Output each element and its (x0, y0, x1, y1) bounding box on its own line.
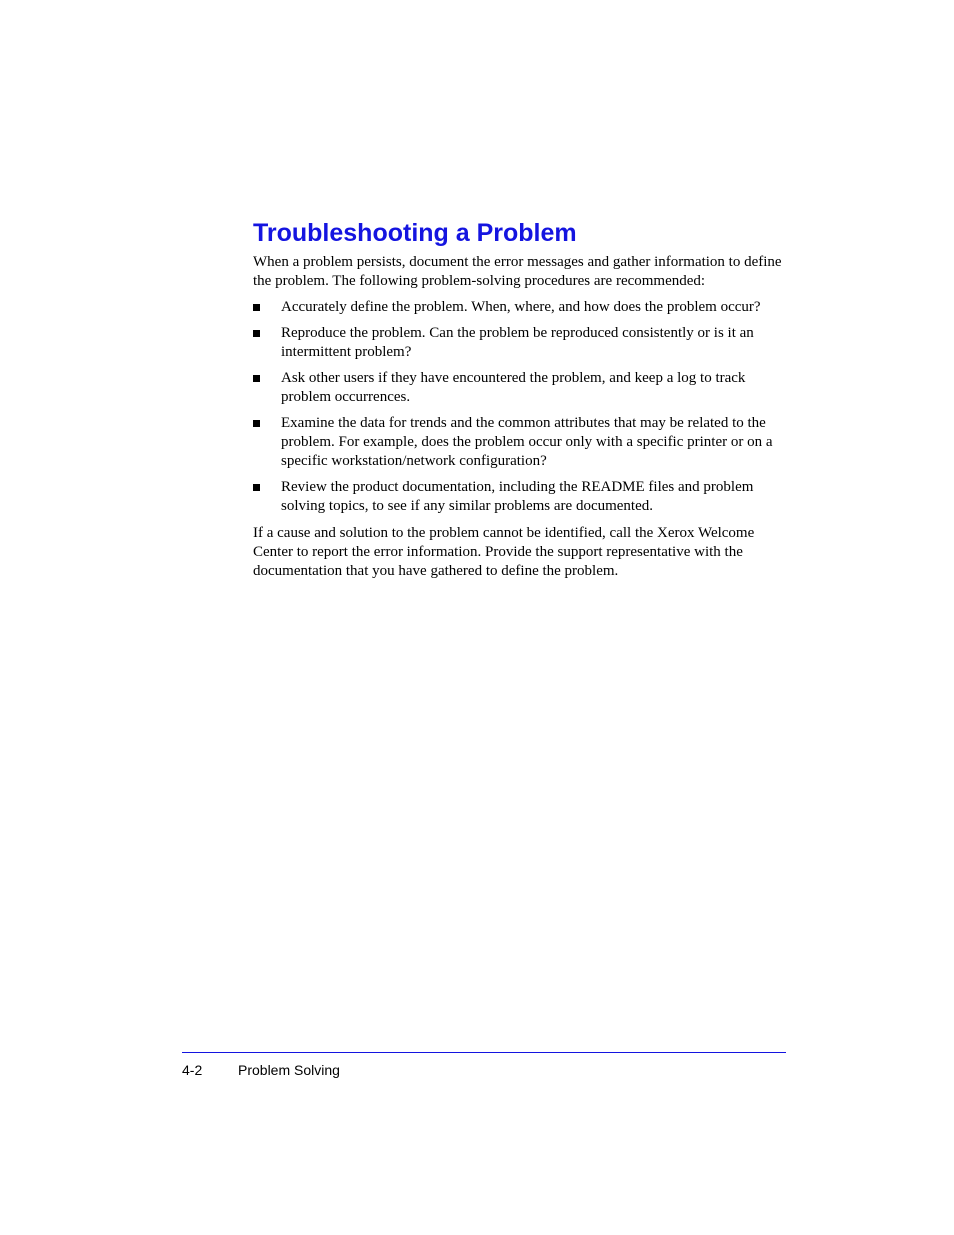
page-number: 4-2 (182, 1062, 203, 1078)
square-bullet-icon (253, 304, 260, 311)
page-footer (182, 1062, 340, 1079)
list-item-text: Reproduce the problem. Can the problem be reproduced consistently or is it an intermittent problem? (281, 325, 754, 360)
square-bullet-icon (253, 484, 260, 491)
list-item-text: Review the product documentation, including the README files and problem solving topics, to see if any similar problems are documented. (281, 479, 754, 514)
list-item-text: Examine the data for trends and the common attributes that may be related to the problem. For example, does the problem occur only with a specific printer or on a specific workstation/network configuration? (281, 415, 773, 469)
page-title: Troubleshooting a Problem (253, 219, 577, 247)
list-item (253, 478, 788, 516)
list-item (253, 298, 788, 317)
intro-paragraph: When a problem persists, document the error messages and gather information to define the problem. The following problem-solving procedures are recommended: (253, 254, 782, 289)
list-item (253, 324, 788, 362)
list-item-text: Ask other users if they have encountered the problem, and keep a log to track problem occurrences. (281, 370, 746, 405)
page-content (253, 214, 788, 581)
footer-divider (182, 1052, 786, 1053)
square-bullet-icon (253, 375, 260, 382)
square-bullet-icon (253, 420, 260, 427)
list-item (253, 369, 788, 407)
footer-section-title: Problem Solving (238, 1062, 340, 1078)
procedure-list (253, 298, 788, 516)
closing-paragraph: If a cause and solution to the problem cannot be identified, call the Xerox Welcome Center to report the error information. Provide the support representative with the documentation that you have gathered to define the problem. (253, 525, 755, 579)
square-bullet-icon (253, 330, 260, 337)
list-item (253, 414, 788, 471)
list-item-text: Accurately define the problem. When, where, and how does the problem occur? (281, 299, 761, 315)
